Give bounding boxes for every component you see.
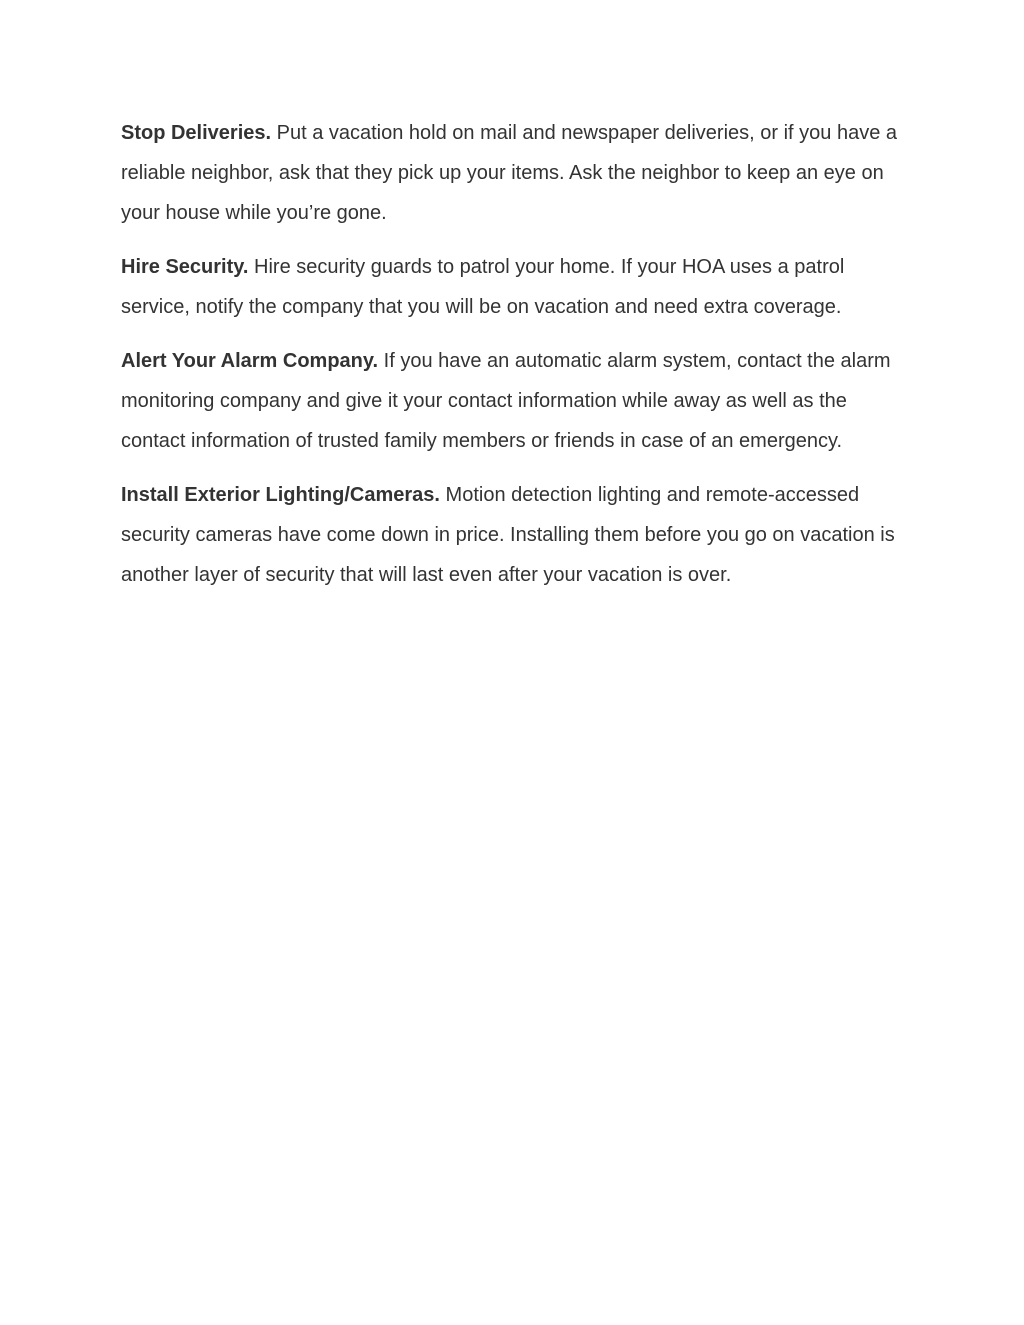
paragraph-lead: Alert Your Alarm Company. <box>121 350 379 372</box>
paragraph-text: Motion detection lighting and remote-accessed security cameras have come down in price. Installing them before you go on vacation is another layer of security that will last even after your vacation is over. <box>121 484 895 586</box>
paragraph-stop-deliveries <box>121 113 906 233</box>
paragraph-text: Hire security guards to patrol your home. If your HOA uses a patrol service, notify the company that you will be on vacation and need extra coverage. <box>121 256 845 318</box>
document-body <box>121 113 906 609</box>
paragraph-lead: Hire Security. <box>121 256 249 278</box>
paragraph-lead: Install Exterior Lighting/Cameras. <box>121 484 440 506</box>
paragraph-lead: Stop Deliveries. <box>121 122 272 144</box>
paragraph-install-lighting-cameras <box>121 475 906 595</box>
paragraph-text: Put a vacation hold on mail and newspaper deliveries, or if you have a reliable neighbor, ask that they pick up your items. Ask the neighbor to keep an eye on your house while you’re gone. <box>121 122 897 224</box>
paragraph-alert-alarm-company <box>121 341 906 461</box>
paragraph-hire-security <box>121 247 906 327</box>
paragraph-text: If you have an automatic alarm system, contact the alarm monitoring company and give it your contact information while away as well as the contact information of trusted family members or friends in case of an emergency. <box>121 350 891 452</box>
